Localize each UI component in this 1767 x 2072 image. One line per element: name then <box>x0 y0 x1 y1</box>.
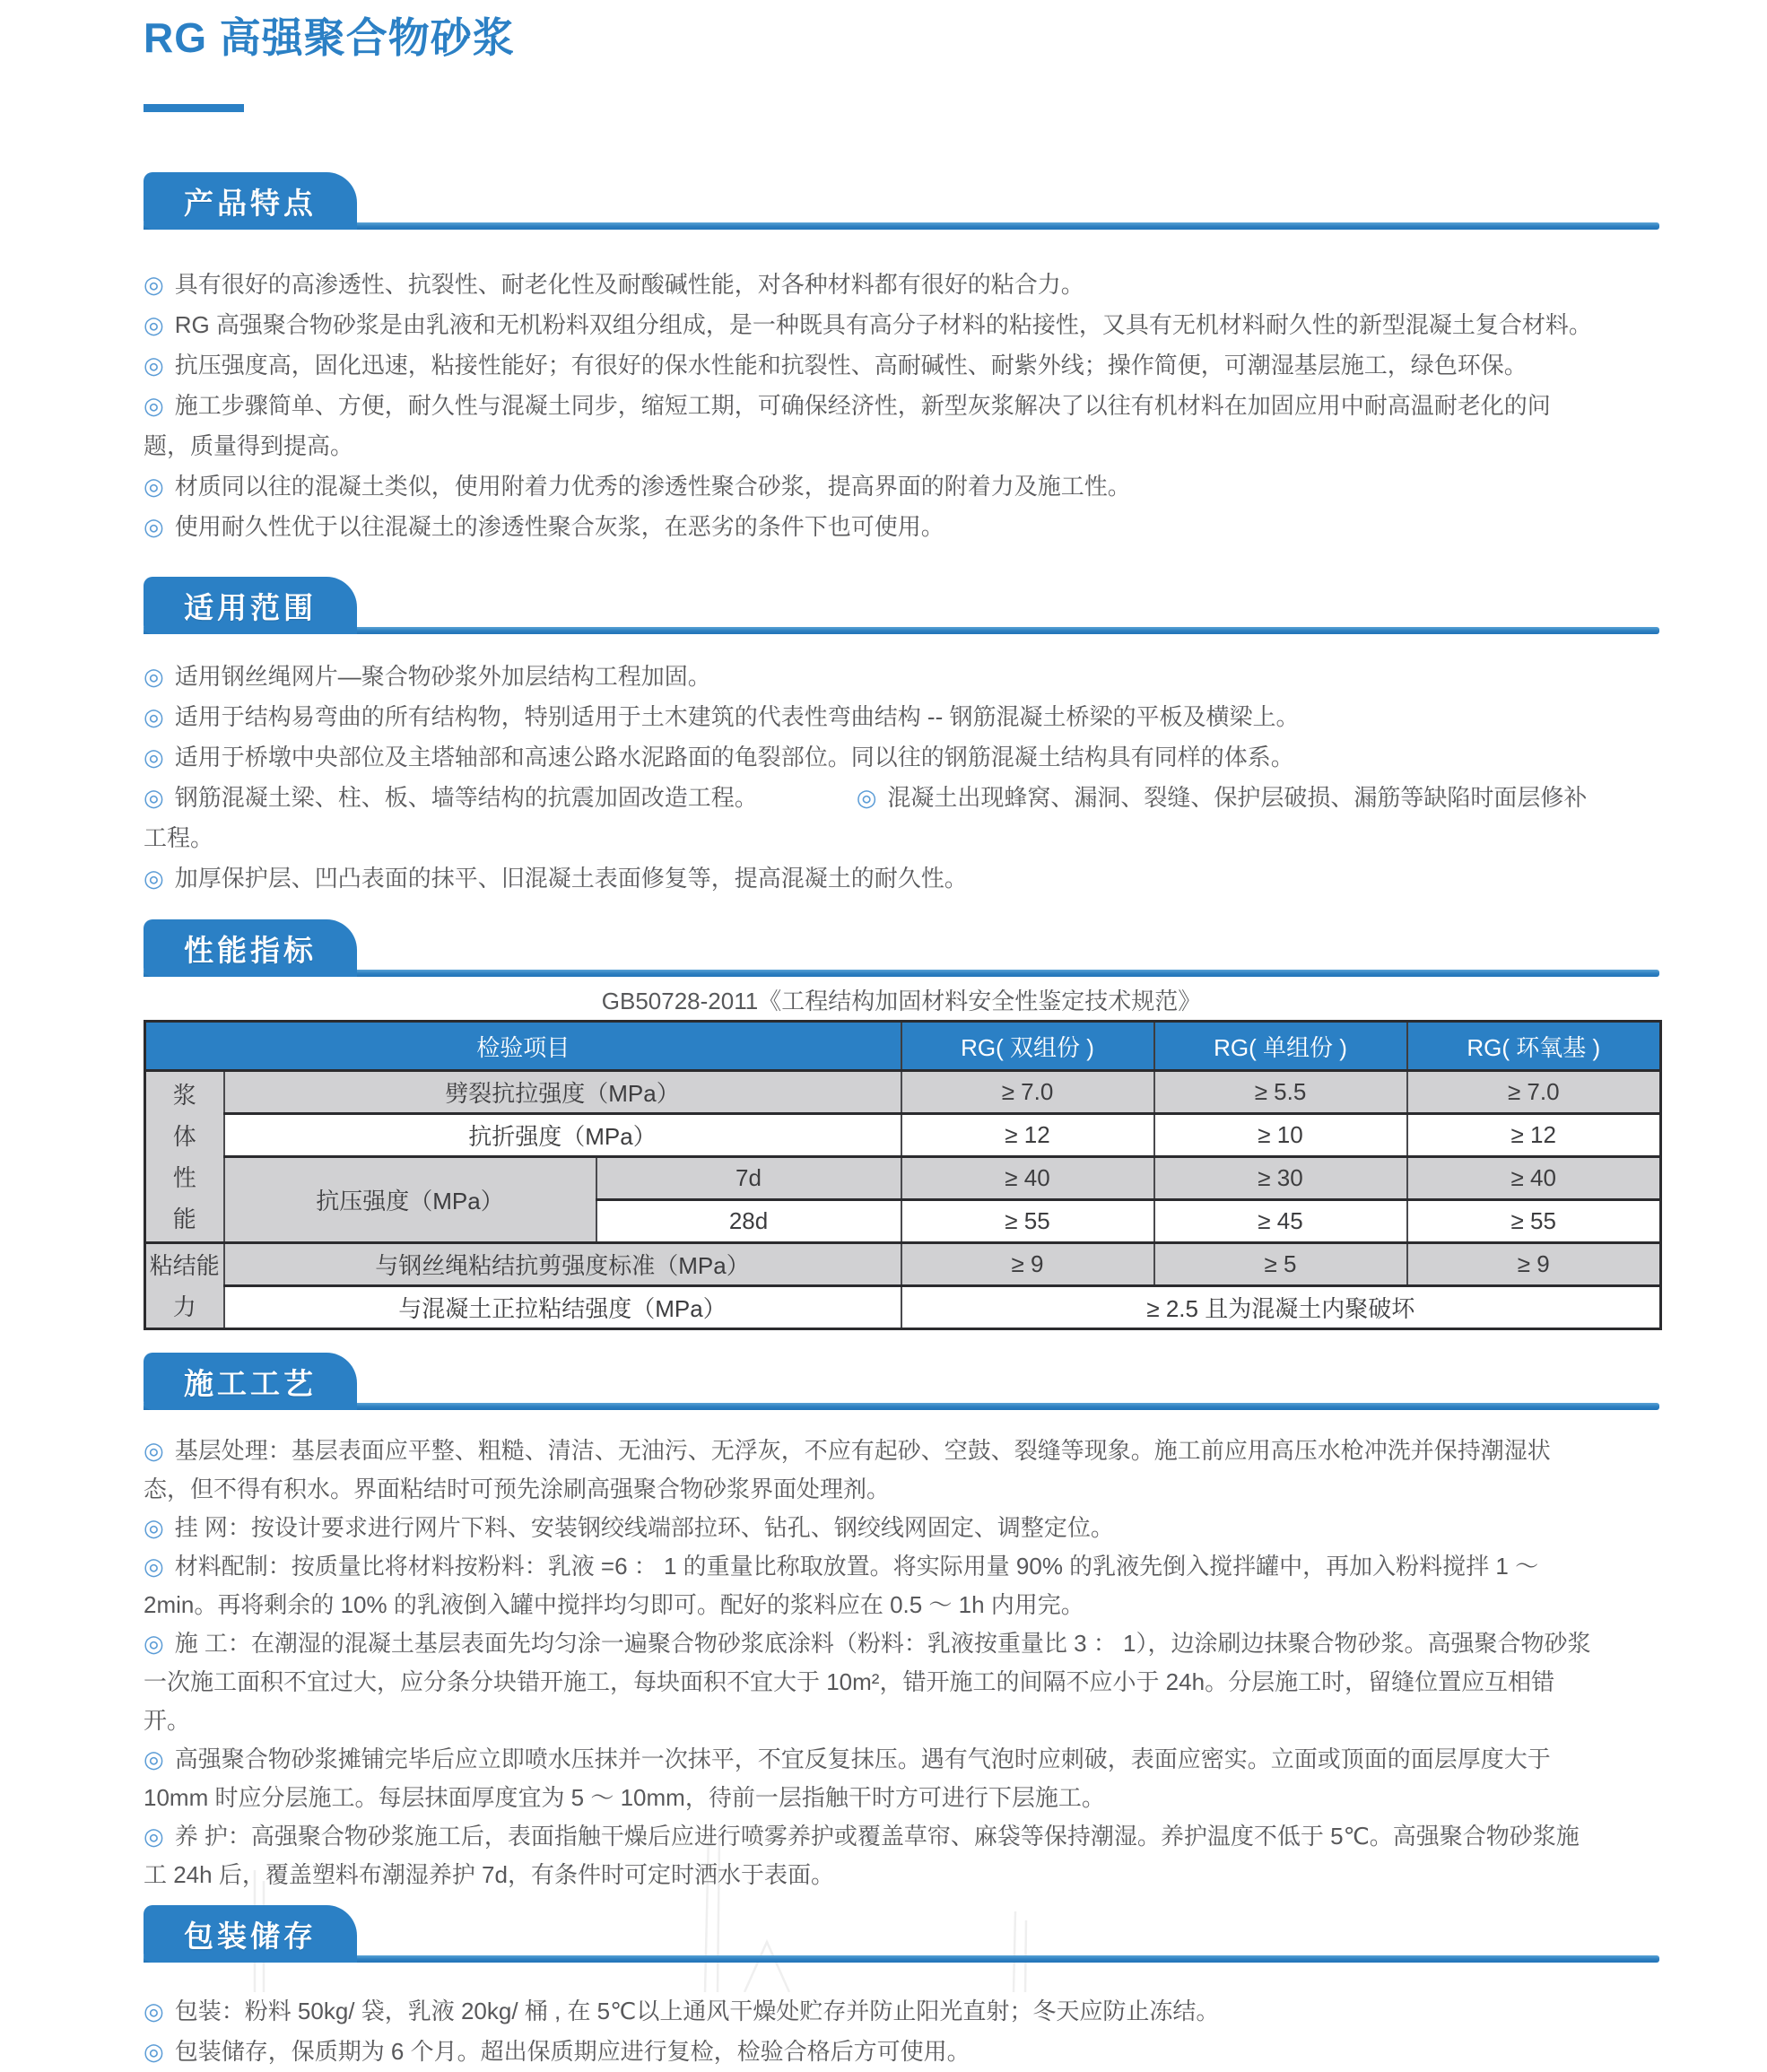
list-item-text: 适用于结构易弯曲的所有结构物，特别适用于土木建筑的代表性弯曲结构 -- 钢筋混凝土桥梁的平板及横梁上。 <box>174 703 1300 730</box>
list-item <box>144 345 1597 386</box>
list-item <box>144 507 1597 547</box>
list-item <box>144 1991 1597 2032</box>
bullet-icon: ◎ <box>144 271 164 298</box>
group-label-line: 粘结能 <box>149 1251 220 1279</box>
table-cell-value: ≥ 55 <box>901 1200 1154 1243</box>
table-cell-name-compressive: 抗压强度（MPa） <box>224 1157 596 1243</box>
page-title: RG 高强聚合物砂浆 <box>144 14 515 61</box>
table-cell-value-merged: ≥ 2.5 且为混凝土内聚破坏 <box>901 1286 1661 1329</box>
list-item-text: RG 高强聚合物砂浆是由乳液和无机粉料双组分组成，是一种既具有高分子材料的粘接性，又具有无机材料耐久性的新型混凝土复合材料。 <box>174 311 1592 338</box>
group-label-line: 浆 <box>172 1081 196 1109</box>
list-item <box>144 466 1597 507</box>
table-header-inspection-item: 检验项目 <box>145 1022 901 1071</box>
list-item <box>144 265 1597 305</box>
bullet-icon: ◎ <box>144 744 164 770</box>
section-divider <box>144 1955 1659 1963</box>
table-header-rg-one-component: RG( 单组份 ) <box>1154 1022 1407 1071</box>
list-item <box>144 697 1597 737</box>
section-header-performance <box>144 919 1659 977</box>
bullet-icon: ◎ <box>144 703 164 730</box>
table-cell-value: ≥ 9 <box>1407 1243 1661 1286</box>
list-item-text: 适用钢丝绳网片—聚合物砂浆外加层结构工程加固。 <box>174 663 711 690</box>
section-badge-process: 施工工艺 <box>144 1353 357 1410</box>
table-cell-value: ≥ 7.0 <box>901 1071 1154 1114</box>
list-item <box>144 1624 1597 1740</box>
bullet-icon: ◎ <box>144 1437 164 1464</box>
table-cell-value: ≥ 7.0 <box>1407 1071 1661 1114</box>
bullet-icon: ◎ <box>144 1630 164 1657</box>
row-group-slurry-performance <box>145 1071 224 1243</box>
list-item-text: 施 工：在潮湿的混凝土基层表面先均匀涂一遍聚合物砂浆底涂料（粉料：乳液按重量比 3 ： 1），边涂刷边抹聚合物砂浆。高强聚合物砂浆一次施工面积不宜过大，应分条分块错开施工，每块面积不宜大于 10m²，错开施工的间隔不应小于 24h。分层施工时，留缝位置应互相错开。 <box>144 1630 1591 1734</box>
list-item-text: 混凝土出现蜂窝、漏洞、裂缝、保护层破损、漏筋等缺陷时面层修补工程。 <box>144 784 1588 851</box>
table-cell-age: 7d <box>596 1157 901 1200</box>
list-item-text: 高强聚合物砂浆摊铺完毕后应立即喷水压抹并一次抹平，不宜反复抹压。遇有气泡时应刺破，表面应密实。立面或顶面的面层厚度大于 10mm 时应分层施工。每层抹面厚度宜为 5 ～ 10mm，待前一层指触干时方可进行下层施工。 <box>144 1746 1551 1811</box>
list-item-text: 材质同以往的混凝土类似，使用附着力优秀的渗透性聚合砂浆，提高界面的附着力及施工性。 <box>174 473 1131 500</box>
section-header-features <box>144 172 1659 230</box>
table-cell-value: ≥ 45 <box>1154 1200 1407 1243</box>
table-cell-value: ≥ 5 <box>1154 1243 1407 1286</box>
table-header-rg-epoxy: RG( 环氧基 ) <box>1407 1022 1661 1071</box>
table-header-row <box>145 1022 1661 1071</box>
list-item-text: 包装储存，保质期为 6 个月。超出保质期应进行复检，检验合格后方可使用。 <box>174 2038 971 2065</box>
section-badge-scope: 适用范围 <box>144 577 357 634</box>
bullet-icon: ◎ <box>144 1514 164 1541</box>
section-badge-performance: 性能指标 <box>144 919 357 977</box>
section-header-scope <box>144 577 1659 634</box>
group-label-line: 力 <box>172 1293 196 1320</box>
list-item <box>144 737 1597 778</box>
performance-table <box>144 1020 1662 1330</box>
list-item-text: 具有很好的高渗透性、抗裂性、耐老化性及耐酸碱性能，对各种材料都有很好的粘合力。 <box>174 271 1084 298</box>
table-cell-value: ≥ 40 <box>1407 1157 1661 1200</box>
section-divider <box>144 1403 1659 1410</box>
list-item <box>144 386 1597 466</box>
list-item <box>144 778 1597 858</box>
table-cell-value: ≥ 40 <box>901 1157 1154 1200</box>
scope-list <box>144 657 1597 899</box>
list-item <box>144 657 1597 697</box>
table-cell-name: 抗折强度（MPa） <box>224 1114 901 1157</box>
table-row <box>145 1157 1661 1200</box>
list-item <box>144 1817 1597 1894</box>
list-item-text: 使用耐久性优于以往混凝土的渗透性聚合灰浆，在恶劣的条件下也可使用。 <box>174 513 944 540</box>
list-item-text: 基层处理：基层表面应平整、粗糙、清洁、无油污、无浮灰，不应有起砂、空鼓、裂缝等现象。施工前应用高压水枪冲洗并保持潮湿状态，但不得有积水。界面粘结时可预先涂刷高强聚合物砂浆界面处理剂。 <box>144 1437 1551 1502</box>
list-item-text: 加厚保护层、凹凸表面的抹平、旧混凝土表面修复等，提高混凝土的耐久性。 <box>174 865 968 892</box>
list-item <box>144 858 1597 899</box>
list-item-text: 适用于桥墩中央部位及主塔轴部和高速公路水泥路面的龟裂部位。同以往的钢筋混凝土结构具有同样的体系。 <box>174 744 1294 770</box>
section-badge-packaging: 包装储存 <box>144 1905 357 1963</box>
section-badge-features: 产品特点 <box>144 172 357 230</box>
list-item <box>144 305 1597 345</box>
bullet-icon: ◎ <box>144 865 164 892</box>
bullet-icon: ◎ <box>144 473 164 500</box>
list-item-text: 施工步骤简单、方便，耐久性与混凝土同步，缩短工期，可确保经济性，新型灰浆解决了以往有机材料在加固应用中耐高温耐老化的问题，质量得到提高。 <box>144 392 1551 459</box>
list-item-text: 挂 网：按设计要求进行网片下料、安装钢绞线端部拉环、钻孔、钢绞线网固定、调整定位。 <box>174 1514 1114 1541</box>
list-item <box>144 1432 1597 1509</box>
table-cell-name: 与钢丝绳粘结抗剪强度标准（MPa） <box>224 1243 901 1286</box>
section-header-packaging <box>144 1905 1659 1963</box>
table-cell-value: ≥ 12 <box>1407 1114 1661 1157</box>
group-label-line: 能 <box>172 1205 196 1232</box>
table-cell-value: ≥ 9 <box>901 1243 1154 1286</box>
feature-list <box>144 265 1597 547</box>
row-group-bond-capacity <box>145 1243 224 1329</box>
table-row <box>145 1243 1661 1286</box>
table-cell-age: 28d <box>596 1200 901 1243</box>
list-item <box>144 1547 1597 1624</box>
list-item-text: 养 护：高强聚合物砂浆施工后，表面指触干燥后应进行喷雾养护或覆盖草帘、麻袋等保持潮湿。养护温度不低于 5℃。高强聚合物砂浆施工 24h 后，覆盖塑料布潮湿养护 7d，有条件时可定时洒水于表面。 <box>144 1823 1580 1888</box>
bullet-icon: ◎ <box>144 784 164 811</box>
bullet-icon: ◎ <box>144 1746 164 1772</box>
bullet-icon: ◎ <box>144 352 164 379</box>
title-underline <box>144 104 244 112</box>
table-row <box>145 1071 1661 1114</box>
bullet-icon: ◎ <box>144 311 164 338</box>
table-cell-name: 劈裂抗拉强度（MPa） <box>224 1071 901 1114</box>
section-divider <box>144 970 1659 977</box>
bullet-icon: ◎ <box>144 1998 164 2024</box>
list-item-text: 钢筋混凝土梁、柱、板、墙等结构的抗震加固改造工程。 <box>174 784 758 811</box>
list-item-text: 抗压强度高，固化迅速，粘接性能好；有很好的保水性能和抗裂性、高耐碱性、耐紫外线；操作简便，可潮湿基层施工，绿色环保。 <box>174 352 1528 379</box>
section-divider <box>144 627 1659 634</box>
packaging-list <box>144 1991 1597 2072</box>
table-header-rg-two-component: RG( 双组份 ) <box>901 1022 1154 1071</box>
bullet-icon: ◎ <box>856 784 877 811</box>
section-divider <box>144 222 1659 230</box>
table-cell-value: ≥ 55 <box>1407 1200 1661 1243</box>
bullet-icon: ◎ <box>144 663 164 690</box>
bullet-icon: ◎ <box>144 1553 164 1580</box>
bullet-icon: ◎ <box>144 1823 164 1850</box>
group-label-line: 性 <box>172 1163 196 1191</box>
table-caption: GB50728-2011《工程结构加固材料安全性鉴定技术规范》 <box>601 988 1202 1014</box>
list-item <box>144 1740 1597 1817</box>
table-row <box>145 1114 1661 1157</box>
section-header-process <box>144 1353 1659 1410</box>
group-label-line: 体 <box>172 1122 196 1150</box>
bullet-icon: ◎ <box>144 2038 164 2065</box>
table-cell-value: ≥ 30 <box>1154 1157 1407 1200</box>
process-list <box>144 1432 1597 1894</box>
table-cell-value: ≥ 10 <box>1154 1114 1407 1157</box>
table-cell-name: 与混凝土正拉粘结强度（MPa） <box>224 1286 901 1329</box>
list-item <box>144 1509 1597 1547</box>
list-item <box>144 2032 1597 2072</box>
bullet-icon: ◎ <box>144 513 164 540</box>
table-cell-value: ≥ 12 <box>901 1114 1154 1157</box>
table-row <box>145 1286 1661 1329</box>
bullet-icon: ◎ <box>144 392 164 419</box>
list-item-text: 包装：粉料 50kg/ 袋，乳液 20kg/ 桶 , 在 5℃以上通风干燥处贮存并防止阳光直射；冬天应防止冻结。 <box>174 1998 1220 2024</box>
list-item-text: 材料配制：按质量比将材料按粉料：乳液 =6 ： 1 的重量比称取放置。将实际用量 90% 的乳液先倒入搅拌罐中，再加入粉料搅拌 1 ～ 2min。再将剩余的 10% 的乳液倒入罐中搅拌均匀即可。配好的浆料应在 0.5 ～ 1h 内用完。 <box>144 1553 1539 1618</box>
table-cell-value: ≥ 5.5 <box>1154 1071 1407 1114</box>
